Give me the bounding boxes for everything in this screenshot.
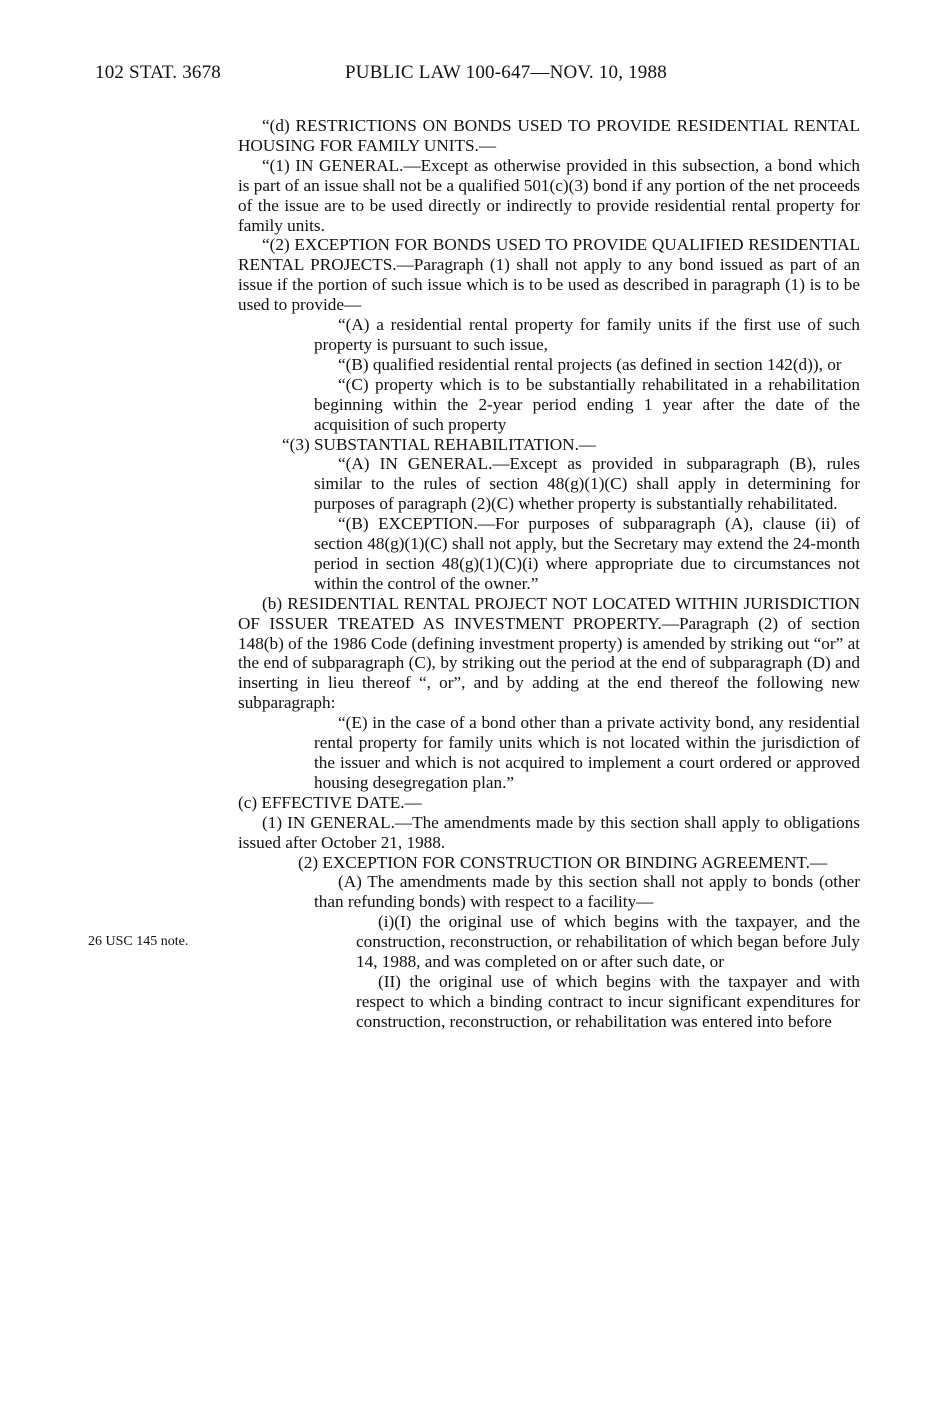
paragraph-d2A: “(A) a residential rental property for family units if the first use of such property is pursuant to such issue,	[314, 315, 860, 354]
page-id: 102 STAT. 3678	[95, 62, 222, 83]
paragraph-d-heading: “(d) RESTRICTIONS ON BONDS USED TO PROVIDE RESIDENTIAL RENTAL HOUSING FOR FAMILY UNITS.—	[238, 116, 860, 155]
paragraph-c2Ai: (i)(I) the original use of which begins with the taxpayer, and the construction, reconstruction, or rehabilitation of which began before July 14, 1988, and was completed on or after such date, or	[356, 912, 860, 972]
paragraph-c2A: (A) The amendments made by this section shall not apply to bonds (other than refunding bonds) with respect to a facility—	[314, 872, 860, 912]
paragraph-d2: “(2) EXCEPTION FOR BONDS USED TO PROVIDE QUALIFIED RESIDENTIAL RENTAL PROJECTS.—Paragraph (1) shall not apply to any bond issued as part of an issue if the portion of such issue which is to be used as described in paragraph (1) is to be used to provide—	[238, 235, 860, 315]
document-body	[238, 116, 860, 1032]
paragraph-bE: “(E) in the case of a bond other than a private activity bond, any residential rental property for family units which is not located within the jurisdiction of the issuer and which is not acquired to implement a court ordered or approved housing desegregation plan.”	[314, 713, 860, 792]
margin-note: 26 USC 145 note.	[88, 934, 189, 949]
paragraph-d2C: “(C) property which is to be substantially rehabilitated in a rehabilitation beginning within the 2-year period ending 1 year after the date of the acquisition of such property	[314, 374, 860, 434]
paragraph-c2: (2) EXCEPTION FOR CONSTRUCTION OR BINDING AGREEMENT.—	[298, 852, 828, 872]
law-title: PUBLIC LAW 100-647—NOV. 10, 1988	[345, 62, 667, 83]
paragraph-d2B: “(B) qualified residential rental projects (as defined in section 142(d)), or	[338, 354, 842, 374]
paragraph-d3: “(3) SUBSTANTIAL REHABILITATION.—	[282, 434, 597, 454]
paragraph-d1: “(1) IN GENERAL.—Except as otherwise provided in this subsection, a bond which is part of an issue shall not be a qualified 501(c)(3) bond if any portion of the net proceeds of the issue are to be used directly or indirectly to provide residential rental property for family units.	[238, 155, 860, 235]
paragraph-c2AII: (II) the original use of which begins with the taxpayer and with respect to which a binding contract to incur significant expenditures for construction, reconstruction, or rehabilitation was entered into before	[356, 971, 860, 1031]
running-header	[95, 62, 855, 92]
paragraph-d3A: “(A) IN GENERAL.—Except as provided in subparagraph (B), rules similar to the rules of section 48(g)(1)(C) shall apply in determining for purposes of paragraph (2)(C) whether property is substantially rehabilitated.	[314, 454, 860, 514]
paragraph-b: (b) RESIDENTIAL RENTAL PROJECT NOT LOCATED WITHIN JURISDICTION OF ISSUER TREATED AS INVESTMENT PROPERTY.—Paragraph (2) of section 148(b) of the 1986 Code (defining investment property) is amended by striking out “or” at the end of subparagraph (C), by striking out the period at the end of subparagraph (D) and inserting in lieu thereof “, or”, and by adding at the end thereof the following new subparagraph:	[238, 593, 860, 713]
paragraph-c: (c) EFFECTIVE DATE.—	[238, 792, 422, 812]
paragraph-c1: (1) IN GENERAL.—The amendments made by this section shall apply to obligations issued after October 21, 1988.	[238, 812, 860, 852]
paragraph-d3B: “(B) EXCEPTION.—For purposes of subparagraph (A), clause (ii) of section 48(g)(1)(C) shall not apply, but the Secretary may extend the 24-month period in section 48(g)(1)(C)(i) where appropriate due to circumstances not within the control of the owner.”	[314, 514, 860, 593]
